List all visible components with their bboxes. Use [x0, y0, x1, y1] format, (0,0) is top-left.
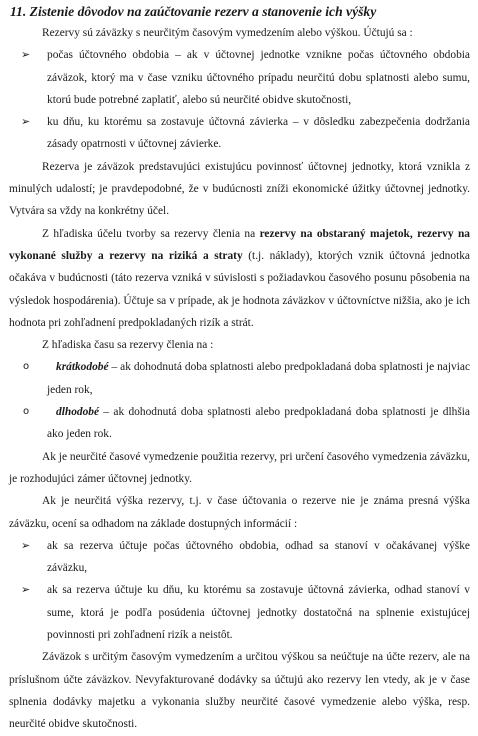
- list-item-text: ak sa rezerva účtuje počas účtovného obdobia, odhad sa stanoví v očakávanej výške záväzku,: [47, 539, 470, 575]
- document-body: [9, 22, 470, 736]
- intro-paragraph: Rezervy sú záväzky s neurčitým časovým vymedzením alebo výškou. Účtujú sa :: [42, 27, 413, 39]
- uncertain-amount-paragraph: Ak je neurčitá výška rezervy, t.j. v čase účtovania o rezerve nie je známa presná výška záväzku, ocení sa odhadom na základe dostupných informácií :: [9, 495, 470, 530]
- time-paragraph: Z hľadiska času sa rezervy členia na :: [42, 339, 214, 352]
- uncertain-time-paragraph: Ak je neurčité časové vymedzenie použitia rezervy, pri určení časového vymedzenia záväzku, je rozhodujúci zámer účtovnej jednotky.: [9, 450, 470, 485]
- circle-bullet-icon: o: [23, 406, 30, 418]
- purpose-lead: Z hľadiska účelu tvorby sa rezervy členia na: [42, 227, 260, 240]
- list-item-text: počas účtovného obdobia – ak v účtovnej jednotke vznikne počas účtovného obdobia záväzok, ktorý ma v čase vzniku účtovného prípadu neurčitú dobu splatnosti alebo sumu, ktorú bude potrebné zaplatiť, alebo sú neurčité obidve skutočnosti,: [47, 49, 470, 106]
- circle-bullet-icon: o: [23, 361, 30, 373]
- term-label: dlhodobé: [56, 406, 100, 419]
- term-label: krátkodobé: [56, 361, 109, 374]
- term-description: – ak dohodnutá doba splatnosti alebo predpokladaná doba splatnosti je dlhšia ako jeden rok.: [47, 406, 470, 441]
- arrow-bullet-icon: ➢: [21, 583, 31, 597]
- list-item: [9, 44, 470, 111]
- list-item-text: ak sa rezerva účtuje ku dňu, ku ktorému sa zostavuje účtovná závierka, odhad stanoví v sume, ktorá je podľa posúdenia účtovnej jednotky dostatočná na splnenie existujúcej povinnosti pri zohľadnení rizík a neistôt.: [47, 584, 470, 642]
- list-item: [9, 111, 470, 156]
- arrow-bullet-icon: ➢: [21, 115, 31, 129]
- list-item: [9, 579, 470, 646]
- term-description: – ak dohodnutá doba splatnosti alebo predpokladaná doba splatnosti je najviac jeden rok,: [47, 361, 470, 396]
- final-paragraph: Záväzok s určitým časovým vymedzením a určitou výškou sa neúčtuje na účte rezerv, ale na príslušnom účte záväzkov. Nevyfakturované dodávky sa účtujú ako rezervy len vtedy, ak je v čase splnenia dodávky majetku a vykonania služby neurčité časové vymedzenie alebo výška, resp. neurčité obidve skutočnosti.: [9, 651, 470, 731]
- purpose-paragraph: [9, 223, 470, 334]
- section-heading: 11. Zistenie dôvodov na zaúčtovanie rezerv a stanovenie ich výšky: [10, 4, 377, 19]
- list-item: [9, 535, 470, 580]
- list-item: [9, 401, 470, 446]
- list-item: [9, 356, 470, 401]
- purpose-bold-terms: rezervy na obstaraný majetok, rezervy na vykonané služby a rezervy na riziká a straty: [9, 227, 470, 262]
- arrow-bullet-icon: ➢: [21, 48, 31, 62]
- purpose-tail: (t.j. náklady), ktorých vznik účtovná jednotka očakáva v budúcnosti (táto rezerva vzniká v súvislosti s požiadavkou časového posunu pôsobenia na výsledok hospodárenia). Účtuje sa v prípade, ak je hodnota záväzkov v účtovníctve nižšia, ako je ich hodnota pri zohľadnení predpokladaných rizík a strát.: [9, 249, 470, 329]
- list-item-text: ku dňu, ku ktorému sa zostavuje účtovná závierka – v dôsledku zabezpečenia dodržania zásady opatrnosti v účtovnej závierke.: [47, 116, 470, 151]
- arrow-bullet-icon: ➢: [21, 538, 31, 552]
- definition-paragraph: Rezerva je záväzok predstavujúci existujúcu povinnosť účtovnej jednotky, ktorá vznikla z minulých udalostí; je pravdepodobné, že v budúcnosti zníži ekonomické úžitky účtovnej jednotky. Vytvára sa vždy na konkrétny účel.: [9, 160, 470, 218]
